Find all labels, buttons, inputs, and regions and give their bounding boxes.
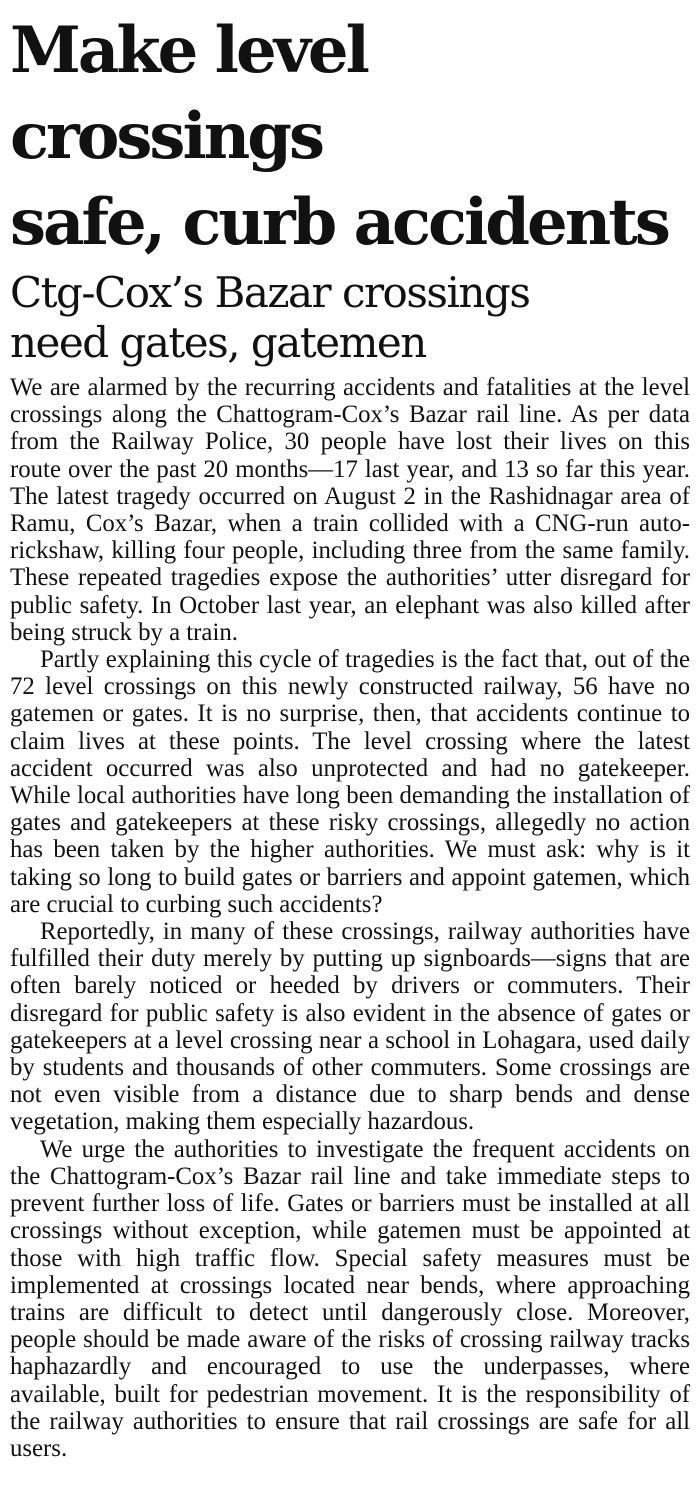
editorial-article — [10, 0, 690, 1462]
paragraph-3: Reportedly, in many of these crossings, railway authorities have fulfilled their duty merely by putting up signboards—signs that are often barely noticed or heeded by drivers or commuters. Their disregard for public safety is also evident in the absence of gates or gatekeepers at a level crossing near a school in Lohagara, used daily by students and thousands of other commuters. Some crossings are not even visible from a distance due to sharp bends and dense vegetation, making them especially hazardous. — [10, 918, 690, 1136]
subheadline — [10, 268, 690, 368]
headline — [10, 0, 690, 266]
paragraph-1: We are alarmed by the recurring accidents and fatalities at the level crossings along the Chattogram-Cox’s Bazar rail line. As per data from the Railway Police, 30 people have lost their lives on this route over the past 20 months—17 last year, and 13 so far this year. The latest tragedy occurred on August 2 in the Rashidnagar area of Ramu, Cox’s Bazar, when a train collided with a CNG-run auto-rickshaw, killing four people, including three from the same family. These repeated tragedies expose the authorities’ utter disregard for public safety. In October last year, an elephant was also killed after being struck by a train. — [10, 374, 690, 646]
headline-line-2: safe, curb accidents — [10, 185, 668, 260]
subheadline-line-1: Ctg-Cox’s Bazar crossings — [10, 268, 530, 317]
article-body — [10, 374, 690, 1462]
paragraph-2: Partly explaining this cycle of tragedies is the fact that, out of the 72 level crossings on this newly constructed railway, 56 have no gatemen or gates. It is no surprise, then, that accidents continue to claim lives at these points. The level crossing where the latest accident occurred was also unprotected and had no gatekeeper. While local authorities have long been demanding the installation of gates and gatekeepers at these risky crossings, allegedly no action has been taken by the higher authorities. We must ask: why is it taking so long to build gates or barriers and appoint gatemen, which are crucial to curbing such accidents? — [10, 646, 690, 918]
subheadline-line-2: need gates, gatemen — [10, 318, 426, 367]
paragraph-4: We urge the authorities to investigate the frequent accidents on the Chattogram-Cox’s Bazar rail line and take immediate steps to prevent further loss of life. Gates or barriers must be installed at all crossings without exception, while gatemen must be appointed at those with high traffic flow. Special safety measures must be implemented at crossings located near bends, where approaching trains are difficult to detect until dangerously close. Moreover, people should be made aware of the risks of crossing railway tracks haphazardly and encouraged to use the underpasses, where available, built for pedestrian movement. It is the responsibility of the railway authorities to ensure that rail crossings are safe for all users. — [10, 1135, 690, 1462]
headline-line-1: Make level crossings — [10, 13, 367, 174]
